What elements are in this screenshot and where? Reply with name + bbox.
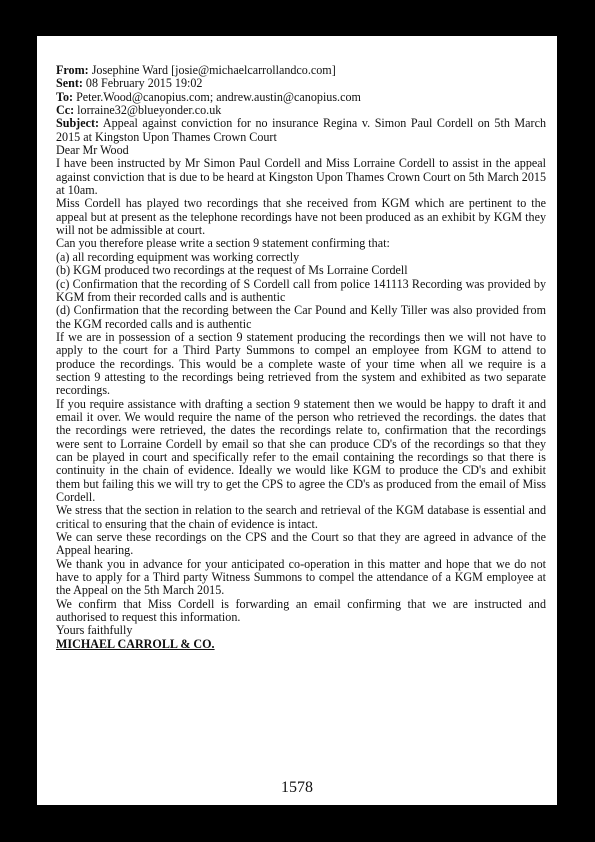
- sent-value: 08 February 2015 19:02: [85, 76, 203, 91]
- paragraph-5: If you require assistance with drafting a section 9 statement then we would be happy to draft it and email it over. We would require the name of the person who retrieved the recordings. the dates that the recordings were retrieved, the dates the recordings relate to, confirmation that the recordings were sent to Lorraine Cordell by email so that she can produce CD's of the recordings so that they can be played in court and specifically refer to the email containing the recordings so that there is continuity in the chain of evidence. Ideally we would like KGM to produce the CD's and exhibit them but failing this we will try to get the CPS to agree the CD's as produced from the email of Miss Cordell.: [56, 396, 546, 504]
- cc-value: lorraine32@blueyonder.co.uk: [77, 103, 222, 118]
- sent-label: Sent:: [56, 76, 83, 91]
- sent-line: [56, 77, 546, 90]
- firm-signature: MICHAEL CARROLL & CO.: [56, 636, 215, 651]
- email-content: [56, 64, 546, 651]
- paragraph-2: Miss Cordell has played two recordings that she received from KGM which are pertinent to the appeal but at present as the telephone recordings have not been produced as an exhibit by KGM they will not be admissible at court.: [56, 196, 546, 238]
- paragraph-4: If we are in possession of a section 9 statement producing the recordings then we will not have to apply to the court for a Third Party Summons to compel an employee from KGM to attend to produce the recordings. This would be a complete waste of your time when all we require is a section 9 attesting to the recordings being retrieved from the system and exhibited as two separate recordings.: [56, 329, 546, 398]
- paragraph-7: We can serve these recordings on the CPS and the Court so that they are agreed in advance of the Appeal hearing.: [56, 530, 546, 558]
- document-page: [37, 36, 557, 805]
- list-item-b: (b) KGM produced two recordings at the request of Ms Lorraine Cordell: [56, 263, 408, 278]
- from-label: From:: [56, 63, 89, 77]
- list-item-c: (c) Confirmation that the recording of S Cordell call from police 141113 Recording was provided by KGM from their recorded calls and is authentic: [56, 276, 546, 304]
- from-line: [56, 64, 546, 77]
- from-value: Josephine Ward [josie@michaelcarrollandco.com]: [91, 63, 336, 77]
- to-value: Peter.Wood@canopius.com; andrew.austin@canopius.com: [76, 89, 361, 104]
- list-item-a: (a) all recording equipment was working correctly: [56, 249, 300, 264]
- subject-value: Appeal against conviction for no insurance Regina v. Simon Paul Cordell on 5th March 2015 at Kingston Upon Thames Crown Court: [56, 116, 546, 144]
- cc-label: Cc:: [56, 103, 75, 118]
- paragraph-3: Can you therefore please write a section 9 statement confirming that:: [56, 236, 390, 251]
- closing: Yours faithfully: [56, 623, 133, 638]
- paragraph-1: I have been instructed by Mr Simon Paul Cordell and Miss Lorraine Cordell to assist in the appeal against conviction that is due to be heard at Kingston Upon Thames Crown Court on 5th March 2015 at 10am.: [56, 156, 546, 198]
- paragraph-8: We thank you in advance for your anticipated co-operation in this matter and hope that we do not have to apply for a Third party Witness Summons to compel the attendance of a KGM employee at the Appeal on the 5th March 2015.: [56, 556, 546, 598]
- subject-line: [56, 117, 546, 144]
- subject-label: Subject:: [56, 116, 99, 131]
- to-line: [56, 91, 546, 104]
- to-label: To:: [56, 89, 74, 104]
- salutation: Dear Mr Wood: [56, 143, 129, 158]
- paragraph-6: We stress that the section in relation to the search and retrieval of the KGM database is essential and critical to ensuring that the chain of evidence is intact.: [56, 503, 546, 531]
- page-number: 1578: [281, 779, 313, 796]
- list-item-d: (d) Confirmation that the recording between the Car Pound and Kelly Tiller was also provided from the KGM recorded calls and is authentic: [56, 303, 546, 331]
- paragraph-9: We confirm that Miss Cordell is forwarding an email confirming that we are instructed and authorised to request this information.: [56, 596, 546, 625]
- cc-line: [56, 104, 546, 117]
